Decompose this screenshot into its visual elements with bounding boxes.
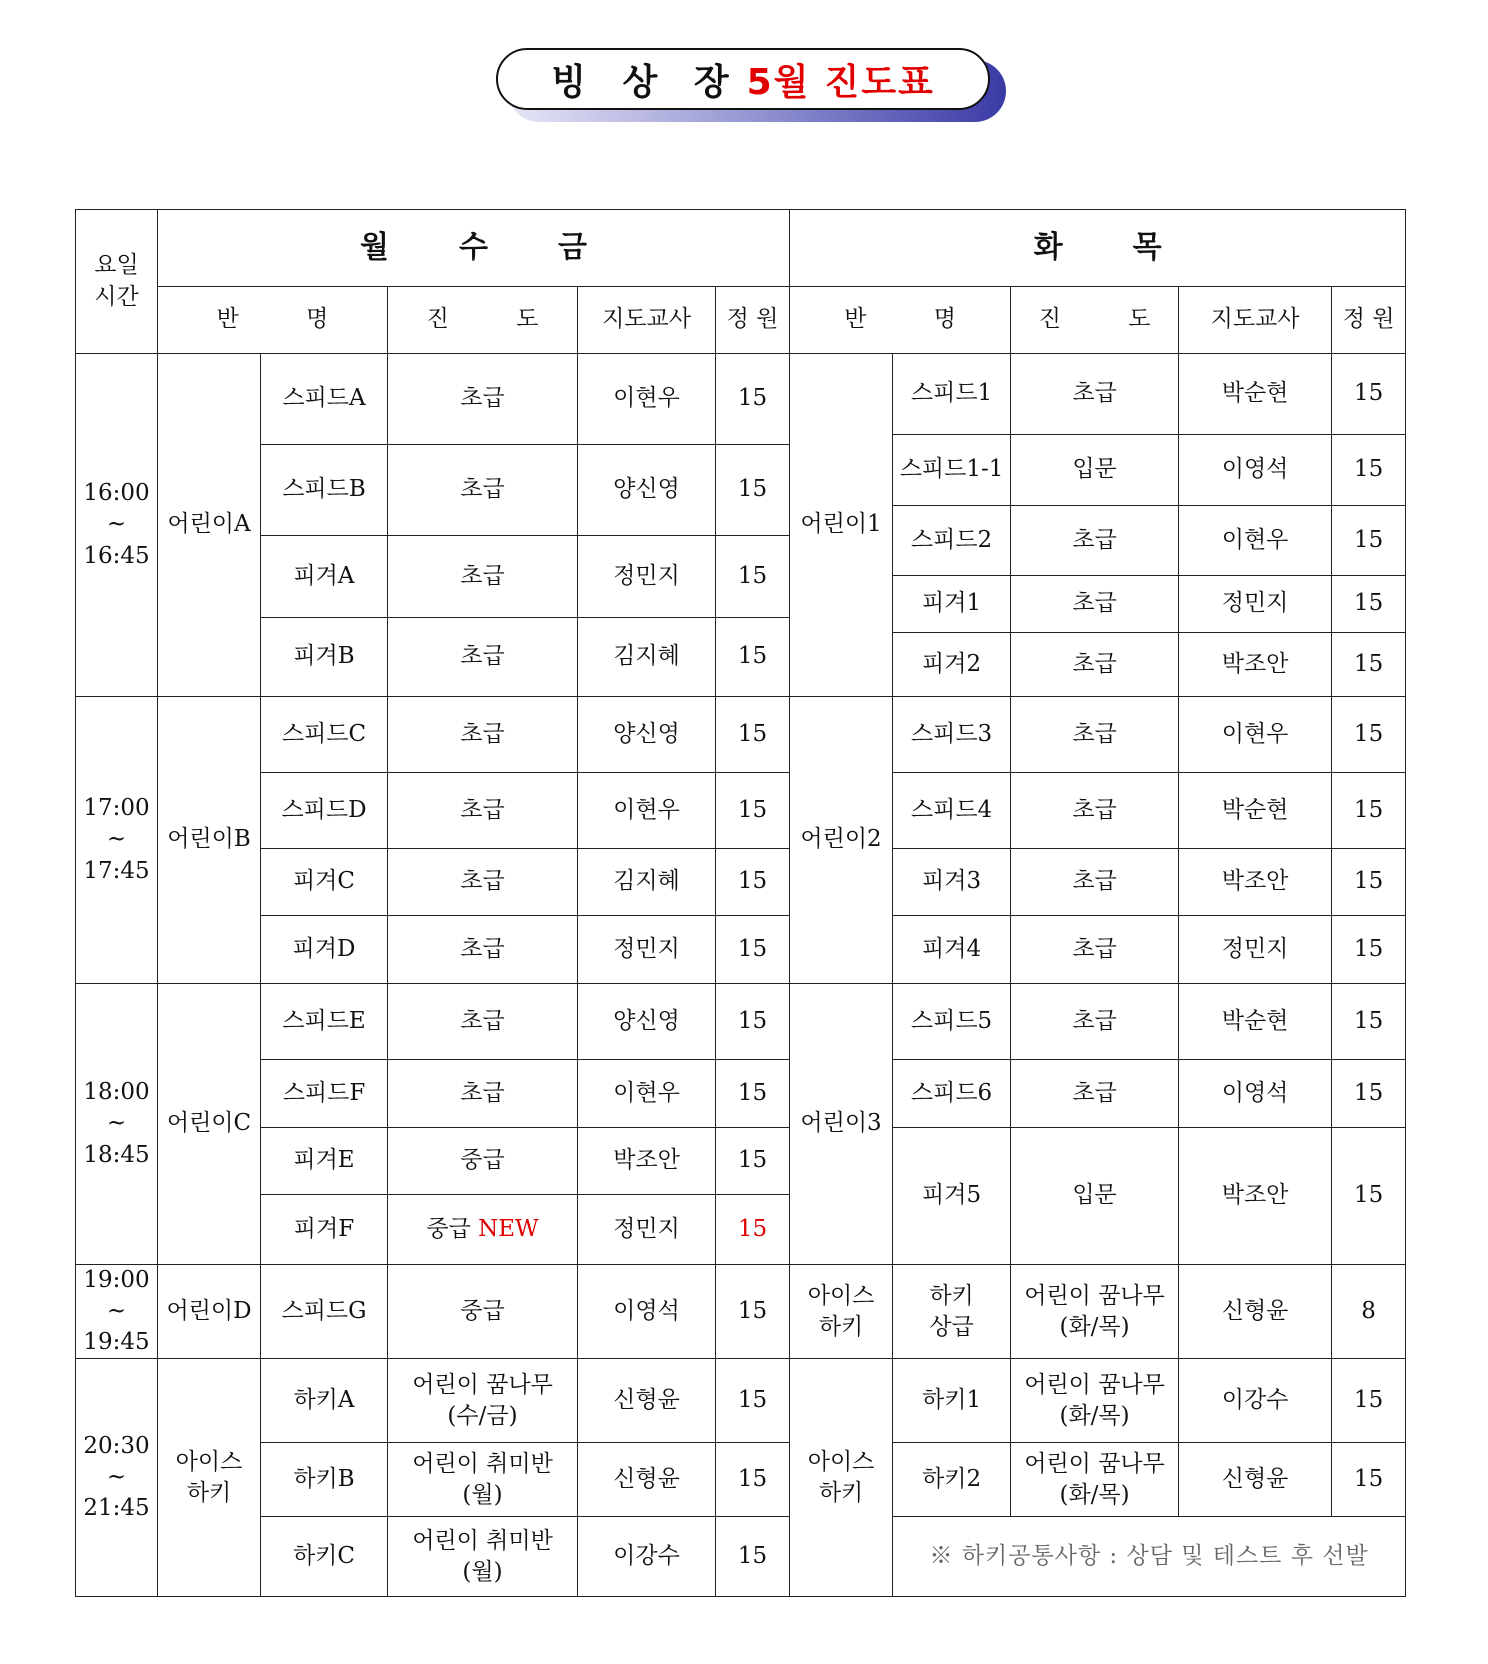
title-progress: 진도표 bbox=[824, 61, 935, 103]
class-teacher: 이현우 bbox=[578, 354, 716, 445]
class-level: 입문 bbox=[1011, 435, 1179, 506]
title-rink: 빙 상 장 bbox=[551, 61, 741, 103]
class-name: 스피드A bbox=[261, 354, 388, 445]
class-group: 어린이B bbox=[158, 697, 261, 984]
class-capacity: 15 bbox=[716, 536, 790, 618]
class-capacity: 15 bbox=[1332, 354, 1406, 435]
class-capacity: 15 bbox=[716, 1060, 790, 1128]
class-level: 초급 bbox=[388, 1060, 578, 1128]
col-teacher-header: 지도교사 bbox=[1179, 287, 1332, 354]
class-level: 초급 bbox=[1011, 916, 1179, 984]
class-name: 하키2 bbox=[893, 1443, 1011, 1517]
class-name: 스피드E bbox=[261, 984, 388, 1060]
col-class-header: 반 명 bbox=[790, 287, 1011, 354]
class-capacity: 15 bbox=[716, 849, 790, 916]
class-group: 어린이2 bbox=[790, 697, 893, 984]
class-capacity: 15 bbox=[1332, 1128, 1406, 1265]
class-name: 피겨A bbox=[261, 536, 388, 618]
class-name: 피겨2 bbox=[893, 633, 1011, 697]
class-teacher: 박조안 bbox=[1179, 633, 1332, 697]
class-level: 초급 bbox=[1011, 1060, 1179, 1128]
time-slot: 18:00 ~ 18:45 bbox=[76, 984, 158, 1265]
day-time-corner bbox=[76, 210, 158, 354]
class-teacher: 박순현 bbox=[1179, 984, 1332, 1060]
class-capacity: 15 bbox=[716, 773, 790, 849]
class-teacher: 양신영 bbox=[578, 697, 716, 773]
class-name: 피겨3 bbox=[893, 849, 1011, 916]
class-name: 스피드G bbox=[261, 1265, 388, 1359]
class-teacher: 양신영 bbox=[578, 984, 716, 1060]
class-capacity: 15 bbox=[716, 984, 790, 1060]
class-teacher: 김지혜 bbox=[578, 849, 716, 916]
class-level: 초급 bbox=[1011, 849, 1179, 916]
class-level: 어린이 꿈나무 (수/금) bbox=[388, 1359, 578, 1443]
class-name: 하키B bbox=[261, 1443, 388, 1517]
class-name: 피겨1 bbox=[893, 576, 1011, 633]
class-level: 초급 bbox=[1011, 773, 1179, 849]
class-teacher: 정민지 bbox=[1179, 916, 1332, 984]
class-level: 입문 bbox=[1011, 1128, 1179, 1265]
col-class-header: 반 명 bbox=[158, 287, 388, 354]
class-name: 스피드B bbox=[261, 445, 388, 536]
class-capacity: 15 bbox=[1332, 576, 1406, 633]
class-level: 중급 bbox=[388, 1128, 578, 1195]
class-teacher: 박조안 bbox=[1179, 1128, 1332, 1265]
class-group: 어린이3 bbox=[790, 984, 893, 1265]
class-name: 피겨E bbox=[261, 1128, 388, 1195]
class-capacity: 15 bbox=[1332, 773, 1406, 849]
class-teacher: 박순현 bbox=[1179, 773, 1332, 849]
class-group: 어린이C bbox=[158, 984, 261, 1265]
class-teacher: 이현우 bbox=[578, 773, 716, 849]
new-badge: NEW bbox=[478, 1215, 539, 1242]
class-capacity: 15 bbox=[716, 445, 790, 536]
class-teacher: 양신영 bbox=[578, 445, 716, 536]
col-cap-header: 정 원 bbox=[1332, 287, 1406, 354]
class-capacity: 15 bbox=[1332, 697, 1406, 773]
class-level: 초급 bbox=[388, 536, 578, 618]
class-capacity: 8 bbox=[1332, 1265, 1406, 1359]
class-capacity: 15 bbox=[1332, 435, 1406, 506]
corner-time: 시간 bbox=[94, 283, 139, 310]
class-level: 초급 bbox=[1011, 576, 1179, 633]
class-level: 초급 bbox=[1011, 697, 1179, 773]
class-capacity: 15 bbox=[1332, 1060, 1406, 1128]
class-name: 스피드5 bbox=[893, 984, 1011, 1060]
class-level: 중급 bbox=[388, 1265, 578, 1359]
class-teacher: 이강수 bbox=[1179, 1359, 1332, 1443]
mon-wed-fri-header: 월수금 bbox=[158, 210, 790, 287]
class-capacity: 15 bbox=[716, 1517, 790, 1597]
class-name: 스피드C bbox=[261, 697, 388, 773]
class-teacher: 신형윤 bbox=[578, 1359, 716, 1443]
class-group: 아이스 하키 bbox=[158, 1359, 261, 1597]
class-name: 스피드F bbox=[261, 1060, 388, 1128]
class-name: 피겨D bbox=[261, 916, 388, 984]
class-teacher: 이영석 bbox=[1179, 1060, 1332, 1128]
class-level: 초급 bbox=[1011, 633, 1179, 697]
class-capacity: 15 bbox=[716, 1265, 790, 1359]
class-capacity: 15 bbox=[716, 697, 790, 773]
time-slot: 20:30 ~ 21:45 bbox=[76, 1359, 158, 1597]
class-capacity: 15 bbox=[1332, 633, 1406, 697]
class-capacity: 15 bbox=[716, 1128, 790, 1195]
tue-thu-header: 화목 bbox=[790, 210, 1406, 287]
class-teacher: 신형윤 bbox=[1179, 1265, 1332, 1359]
col-level-header: 진 도 bbox=[1011, 287, 1179, 354]
class-level: 어린이 꿈나무 (화/목) bbox=[1011, 1359, 1179, 1443]
class-group: 어린이A bbox=[158, 354, 261, 697]
class-capacity: 15 bbox=[716, 1359, 790, 1443]
class-level: 초급 bbox=[388, 916, 578, 984]
class-teacher: 이강수 bbox=[578, 1517, 716, 1597]
class-level: 어린이 취미반 (월) bbox=[388, 1443, 578, 1517]
class-capacity: 15 bbox=[716, 916, 790, 984]
class-capacity: 15 bbox=[1332, 1359, 1406, 1443]
schedule-table bbox=[75, 209, 1406, 1597]
hockey-note: ※ 하키공통사항 : 상담 및 테스트 후 선발 bbox=[893, 1517, 1406, 1597]
class-level: 초급 bbox=[1011, 506, 1179, 576]
class-capacity: 15 bbox=[716, 1195, 790, 1265]
class-level: 어린이 취미반 (월) bbox=[388, 1517, 578, 1597]
class-teacher: 이현우 bbox=[1179, 506, 1332, 576]
class-teacher: 박조안 bbox=[1179, 849, 1332, 916]
class-level: 초급 bbox=[1011, 354, 1179, 435]
class-name: 하키C bbox=[261, 1517, 388, 1597]
col-level-header: 진 도 bbox=[388, 287, 578, 354]
class-capacity: 15 bbox=[716, 618, 790, 697]
class-level: 초급 bbox=[1011, 984, 1179, 1060]
time-slot: 16:00 ~ 16:45 bbox=[76, 354, 158, 697]
class-name: 피겨B bbox=[261, 618, 388, 697]
class-group: 아이스 하키 bbox=[790, 1359, 893, 1597]
class-name: 피겨5 bbox=[893, 1128, 1011, 1265]
class-name: 하키 상급 bbox=[893, 1265, 1011, 1359]
corner-day: 요일 bbox=[94, 252, 139, 279]
class-teacher: 정민지 bbox=[1179, 576, 1332, 633]
class-capacity: 15 bbox=[716, 1443, 790, 1517]
class-name: 스피드3 bbox=[893, 697, 1011, 773]
class-capacity: 15 bbox=[1332, 916, 1406, 984]
title-month: 5월 bbox=[746, 61, 811, 103]
time-slot: 17:00 ~ 17:45 bbox=[76, 697, 158, 984]
class-teacher: 정민지 bbox=[578, 536, 716, 618]
class-teacher: 박조안 bbox=[578, 1128, 716, 1195]
class-teacher: 신형윤 bbox=[1179, 1443, 1332, 1517]
class-teacher: 박순현 bbox=[1179, 354, 1332, 435]
class-level: 초급 bbox=[388, 849, 578, 916]
class-level: 중급 NEW bbox=[388, 1195, 578, 1265]
class-teacher: 이현우 bbox=[578, 1060, 716, 1128]
class-capacity: 15 bbox=[1332, 984, 1406, 1060]
class-capacity: 15 bbox=[1332, 506, 1406, 576]
class-name: 피겨C bbox=[261, 849, 388, 916]
col-cap-header: 정 원 bbox=[716, 287, 790, 354]
class-name: 스피드1 bbox=[893, 354, 1011, 435]
class-capacity: 15 bbox=[716, 354, 790, 445]
class-teacher: 정민지 bbox=[578, 916, 716, 984]
class-name: 스피드4 bbox=[893, 773, 1011, 849]
class-capacity: 15 bbox=[1332, 1443, 1406, 1517]
class-name: 스피드D bbox=[261, 773, 388, 849]
class-name: 스피드1-1 bbox=[893, 435, 1011, 506]
class-level: 초급 bbox=[388, 697, 578, 773]
class-level: 초급 bbox=[388, 773, 578, 849]
class-group: 어린이D bbox=[158, 1265, 261, 1359]
class-teacher: 김지혜 bbox=[578, 618, 716, 697]
class-teacher: 정민지 bbox=[578, 1195, 716, 1265]
class-level: 초급 bbox=[388, 618, 578, 697]
class-name: 하키A bbox=[261, 1359, 388, 1443]
class-level: 어린이 꿈나무 (화/목) bbox=[1011, 1265, 1179, 1359]
class-capacity: 15 bbox=[1332, 849, 1406, 916]
class-teacher: 이영석 bbox=[578, 1265, 716, 1359]
class-level: 초급 bbox=[388, 445, 578, 536]
class-name: 스피드6 bbox=[893, 1060, 1011, 1128]
time-slot: 19:00 ~ 19:45 bbox=[76, 1265, 158, 1359]
class-teacher: 신형윤 bbox=[578, 1443, 716, 1517]
title-banner bbox=[496, 48, 990, 110]
col-teacher-header: 지도교사 bbox=[578, 287, 716, 354]
class-group: 어린이1 bbox=[790, 354, 893, 697]
class-name: 스피드2 bbox=[893, 506, 1011, 576]
class-teacher: 이현우 bbox=[1179, 697, 1332, 773]
class-level: 초급 bbox=[388, 984, 578, 1060]
class-name: 피겨F bbox=[261, 1195, 388, 1265]
class-name: 하키1 bbox=[893, 1359, 1011, 1443]
class-group: 아이스 하키 bbox=[790, 1265, 893, 1359]
class-name: 피겨4 bbox=[893, 916, 1011, 984]
class-teacher: 이영석 bbox=[1179, 435, 1332, 506]
class-level: 어린이 꿈나무 (화/목) bbox=[1011, 1443, 1179, 1517]
class-level: 초급 bbox=[388, 354, 578, 445]
